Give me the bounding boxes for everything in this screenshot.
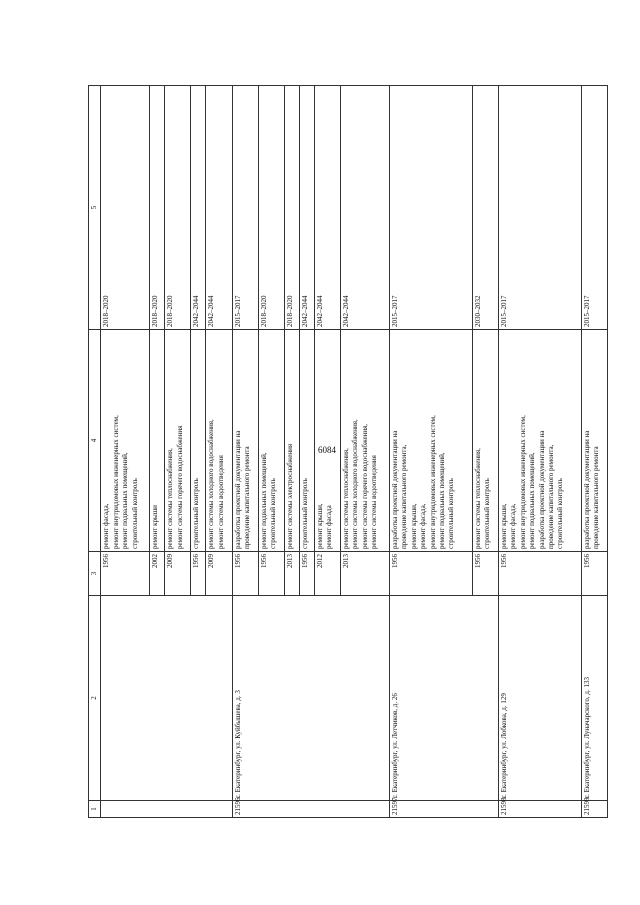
work-item: ремонт системы горячего водоснабжения bbox=[175, 425, 184, 549]
repair-period: 2042–2044 bbox=[206, 86, 232, 330]
work-item: ремонт системы холодного водоснабжения, bbox=[207, 419, 216, 549]
work-item: проведение капитального ремонта bbox=[592, 446, 601, 549]
repair-period: 2042–2044 bbox=[341, 86, 390, 330]
table-row bbox=[389, 86, 472, 818]
repair-period: 2042–2044 bbox=[299, 86, 314, 330]
work-item: ремонт системы водоотведения bbox=[370, 455, 379, 549]
header-col-1: 1 bbox=[89, 801, 101, 818]
work-item: ремонт подвальных помещений, bbox=[438, 452, 447, 549]
work-types bbox=[472, 330, 498, 552]
commission-year: 1956 bbox=[101, 552, 150, 596]
work-item: ремонт фасада, bbox=[102, 503, 111, 549]
work-types bbox=[165, 330, 191, 552]
work-item: ремонт подвальных помещений, bbox=[259, 452, 268, 549]
work-types bbox=[389, 330, 472, 552]
work-item: ремонт системы холодного водоснабжения, bbox=[351, 419, 360, 549]
work-item: ремонт крыши, bbox=[499, 503, 508, 549]
work-item: строительный контроль bbox=[269, 478, 278, 549]
commission-year: 1956 bbox=[472, 552, 498, 596]
header-col-3: 3 bbox=[89, 552, 101, 596]
repair-period: 2018–2020 bbox=[150, 86, 165, 330]
work-item: ремонт подвальных помещений, bbox=[528, 452, 537, 549]
work-item: ремонт системы электроснабжения bbox=[285, 443, 294, 549]
table-body bbox=[101, 86, 608, 818]
work-item: ремонт внутридомовых инженерных систем, bbox=[111, 415, 120, 549]
record-address: г. Екатеринбург, ул. Куйбышева, д. 3 bbox=[232, 596, 389, 801]
work-item: строительный контроль bbox=[483, 478, 492, 549]
commission-year: 1956 bbox=[232, 552, 258, 596]
commission-year: 2009 bbox=[165, 552, 191, 596]
repair-period: 2018–2020 bbox=[101, 86, 150, 330]
table-row bbox=[498, 86, 581, 818]
work-item: ремонт внутридомовых инженерных систем, bbox=[518, 415, 527, 549]
work-types bbox=[341, 330, 390, 552]
work-item: разработка проектной документации на bbox=[582, 430, 591, 549]
work-types bbox=[284, 330, 299, 552]
capital-repair-table bbox=[88, 85, 608, 818]
commission-year: 2012 bbox=[314, 552, 340, 596]
work-types bbox=[150, 330, 165, 552]
work-types bbox=[191, 330, 206, 552]
commission-year: 1956 bbox=[191, 552, 206, 596]
work-item: ремонт подвальных помещений, bbox=[121, 452, 130, 549]
work-item: ремонт фасада bbox=[325, 505, 334, 549]
work-item: строительный контроль bbox=[192, 478, 201, 549]
commission-year: 1956 bbox=[498, 552, 581, 596]
table-row bbox=[232, 86, 258, 818]
commission-year: 2013 bbox=[284, 552, 299, 596]
commission-year: 2002 bbox=[150, 552, 165, 596]
table-header-row bbox=[89, 86, 101, 818]
work-item: ремонт фасада, bbox=[509, 503, 518, 549]
table-row bbox=[101, 86, 150, 818]
work-item: ремонт системы теплоснабжения, bbox=[473, 448, 482, 549]
work-item: разработка проектной документации на bbox=[233, 430, 242, 549]
work-item: строительный контроль bbox=[447, 478, 456, 549]
work-types bbox=[258, 330, 284, 552]
work-item: ремонт крыши bbox=[151, 505, 160, 549]
record-number bbox=[101, 801, 232, 818]
work-item: проведение капитального ремонта bbox=[242, 446, 251, 549]
repair-period: 2018–2020 bbox=[284, 86, 299, 330]
work-item: ремонт системы горячего водоснабжения, bbox=[360, 423, 369, 549]
repair-period: 2042–2044 bbox=[191, 86, 206, 330]
work-item: ремонт крыши, bbox=[409, 503, 418, 549]
repair-period: 2015–2017 bbox=[581, 86, 607, 330]
work-item: строительный контроль bbox=[300, 478, 309, 549]
work-item: ремонт крыши, bbox=[315, 503, 324, 549]
header-col-2: 2 bbox=[89, 596, 101, 801]
work-item: ремонт системы теплоснабжения, bbox=[342, 448, 350, 549]
record-address: г. Екатеринбург, ул. Лобкова, д. 129 bbox=[498, 596, 581, 801]
work-types bbox=[299, 330, 314, 552]
work-item: ремонт системы теплоснабжения, bbox=[166, 448, 175, 549]
work-types bbox=[498, 330, 581, 552]
work-types bbox=[581, 330, 607, 552]
table-row bbox=[581, 86, 607, 818]
work-item: строительный контроль bbox=[130, 478, 139, 549]
repair-period: 2018–2020 bbox=[165, 86, 191, 330]
repair-period: 2015–2017 bbox=[498, 86, 581, 330]
work-item: ремонт фасада, bbox=[419, 503, 428, 549]
work-item: строительный контроль bbox=[556, 478, 565, 549]
repair-period: 2015–2017 bbox=[232, 86, 258, 330]
work-types bbox=[232, 330, 258, 552]
record-address bbox=[101, 596, 232, 801]
commission-year: 1956 bbox=[389, 552, 472, 596]
commission-year: 2013 bbox=[341, 552, 390, 596]
work-item: ремонт системы водоотведения bbox=[216, 455, 225, 549]
commission-year: 1956 bbox=[258, 552, 284, 596]
repair-period: 2030–2032 bbox=[472, 86, 498, 330]
work-item: разработка проектной документации на bbox=[390, 430, 399, 549]
repair-period: 2042–2044 bbox=[314, 86, 340, 330]
work-types bbox=[314, 330, 340, 552]
commission-year: 1956 bbox=[299, 552, 314, 596]
record-number: 21597. bbox=[389, 801, 498, 818]
work-item: ремонт внутридомовых инженерных систем, bbox=[428, 415, 437, 549]
repair-period: 2018–2020 bbox=[258, 86, 284, 330]
work-item: проведение капитального ремонта, bbox=[400, 444, 409, 549]
record-address: г. Екатеринбург, ул. Луначарского, д. 133 bbox=[581, 596, 607, 801]
commission-year: 2009 bbox=[206, 552, 232, 596]
header-col-5: 5 bbox=[89, 86, 101, 330]
record-address: г. Екатеринбург, ул. Летчиков, д. 26 bbox=[389, 596, 498, 801]
rotated-table-container bbox=[88, 86, 608, 818]
record-number: 21598. bbox=[498, 801, 581, 818]
repair-period: 2015–2017 bbox=[389, 86, 472, 330]
record-number: 21599. bbox=[581, 801, 607, 818]
work-item: разработка проектной документации на bbox=[537, 430, 546, 549]
commission-year: 1956 bbox=[581, 552, 607, 596]
header-col-4: 4 bbox=[89, 330, 101, 552]
work-types bbox=[101, 330, 150, 552]
work-types bbox=[206, 330, 232, 552]
work-item: проведение капитального ремонта, bbox=[547, 444, 556, 549]
record-number: 21596. bbox=[232, 801, 389, 818]
